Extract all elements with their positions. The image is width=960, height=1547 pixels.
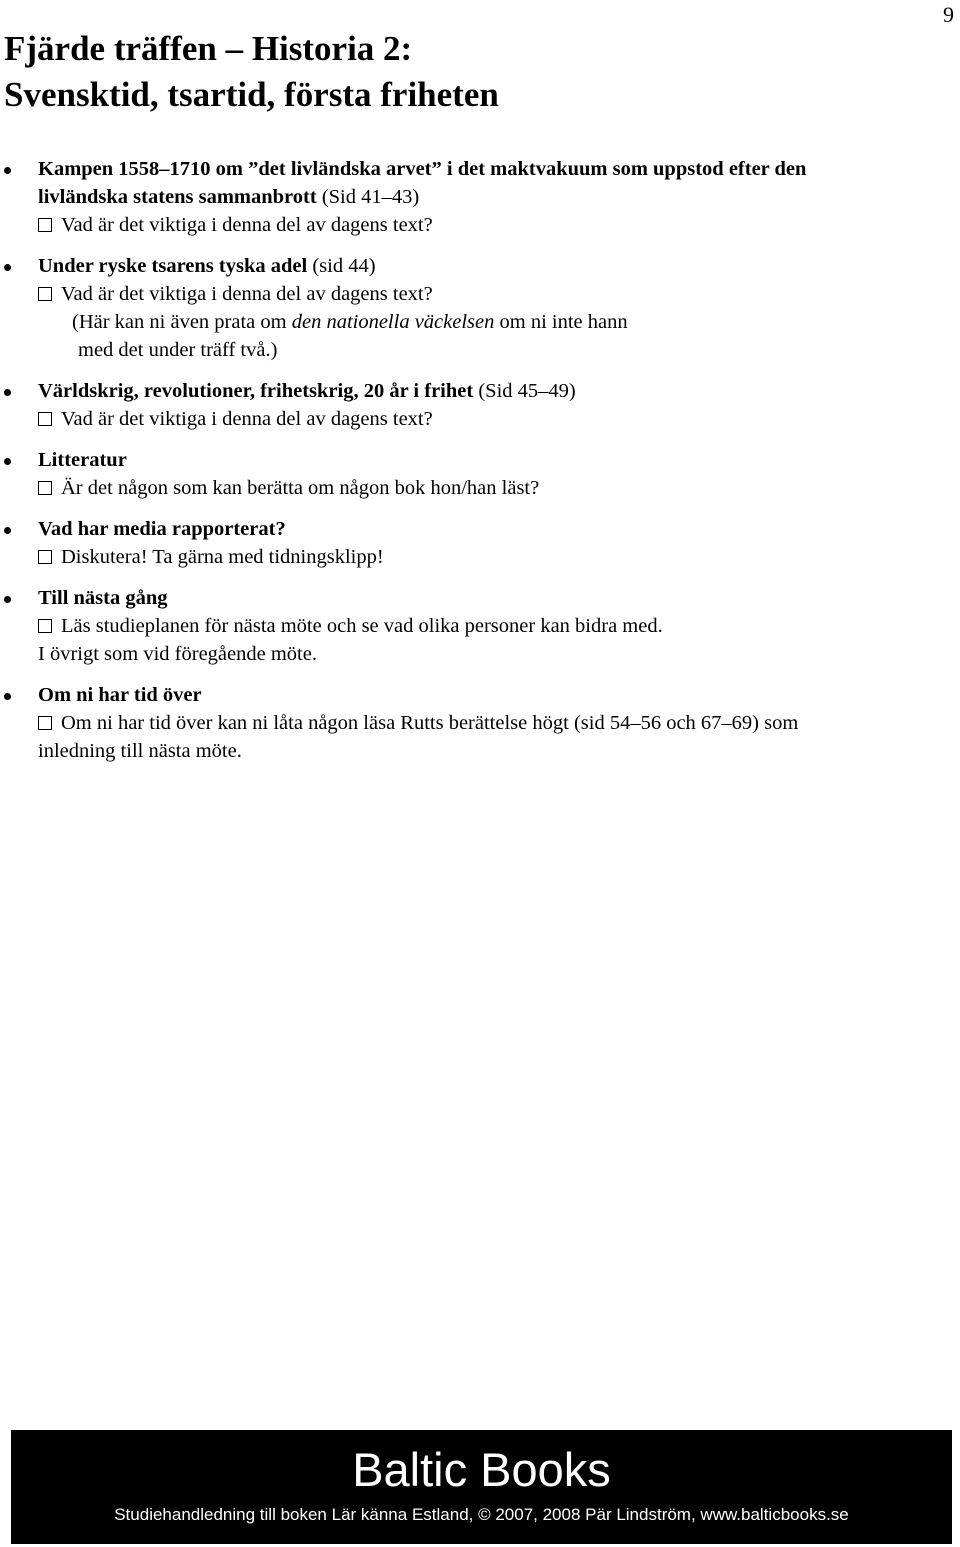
topic-heading: Om ni har tid över: [38, 684, 202, 706]
task-text: Är det någon som kan berätta om någon bok hon/han läst?: [61, 477, 540, 499]
topic-heading: Till nästa gång: [38, 587, 168, 609]
bullet-icon: [4, 458, 11, 465]
topic-heading-continued: livländska statens sammanbrott: [38, 186, 317, 208]
bullet-icon: [4, 693, 11, 700]
footer-text: Studiehandledning till boken Lär känna Estland, © 2007, 2008 Pär Lindström, www.balticbooks.se: [114, 1505, 849, 1524]
topic-item: [0, 155, 930, 239]
topic-heading: Litteratur: [38, 449, 127, 471]
note-continued: med det under träff två.): [78, 339, 278, 361]
bullet-icon: [4, 264, 11, 271]
note-emphasis: den nationella väckelsen: [291, 311, 495, 333]
checkbox-icon[interactable]: [38, 218, 52, 232]
note: [38, 308, 930, 336]
topic-heading: Under ryske tsarens tyska adel: [38, 255, 308, 277]
task-text: Om ni har tid över kan ni låta någon läsa Rutts berättelse högt (sid 54–56 och 67–69) som: [61, 712, 799, 734]
topic-heading: Världskrig, revolutioner, frihetskrig, 20 år i frihet: [38, 380, 474, 402]
page-number: 9: [943, 2, 954, 27]
note-text: (Här kan ni även prata om: [72, 311, 292, 333]
page-reference: (sid 44): [307, 255, 376, 277]
page-reference: (Sid 45–49): [473, 380, 576, 402]
topic-item: [0, 377, 930, 433]
topic-item: [0, 446, 930, 502]
brand-logo: Baltic Books: [352, 1443, 611, 1496]
bullet-icon: [4, 167, 11, 174]
extra-text: inledning till nästa möte.: [38, 740, 242, 762]
page-title: [4, 26, 499, 118]
title-line-1: Fjärde träffen – Historia 2:: [4, 29, 413, 68]
task-text: Vad är det viktiga i denna del av dagens text?: [61, 408, 433, 430]
checkbox-icon[interactable]: [38, 550, 52, 564]
note-text-after: om ni inte hann: [494, 311, 628, 333]
topic-list: [0, 155, 930, 778]
footer-banner: [11, 1430, 952, 1544]
task-text: Läs studieplanen för nästa möte och se vad olika personer kan bidra med.: [61, 615, 663, 637]
checkbox-icon[interactable]: [38, 481, 52, 495]
checkbox-icon[interactable]: [38, 287, 52, 301]
title-line-2: Svensktid, tsartid, första friheten: [4, 75, 499, 114]
topic-heading: Vad har media rapporterat?: [38, 518, 286, 540]
task-text: Vad är det viktiga i denna del av dagens text?: [61, 214, 433, 236]
topic-item: [0, 681, 930, 765]
bullet-icon: [4, 389, 11, 396]
page-reference: (Sid 41–43): [316, 186, 420, 208]
topic-item: [0, 515, 930, 571]
bullet-icon: [4, 596, 11, 603]
extra-text: I övrigt som vid föregående möte.: [38, 643, 317, 665]
task-text: Diskutera! Ta gärna med tidningsklipp!: [61, 546, 384, 568]
checkbox-icon[interactable]: [38, 619, 52, 633]
topic-item: [0, 252, 930, 364]
topic-item: [0, 584, 930, 668]
topic-heading: Kampen 1558–1710 om ”det livländska arvet” i det maktvakuum som uppstod efter den: [38, 158, 807, 180]
bullet-icon: [4, 527, 11, 534]
checkbox-icon[interactable]: [38, 412, 52, 426]
task-text: Vad är det viktiga i denna del av dagens text?: [61, 283, 433, 305]
checkbox-icon[interactable]: [38, 716, 52, 730]
